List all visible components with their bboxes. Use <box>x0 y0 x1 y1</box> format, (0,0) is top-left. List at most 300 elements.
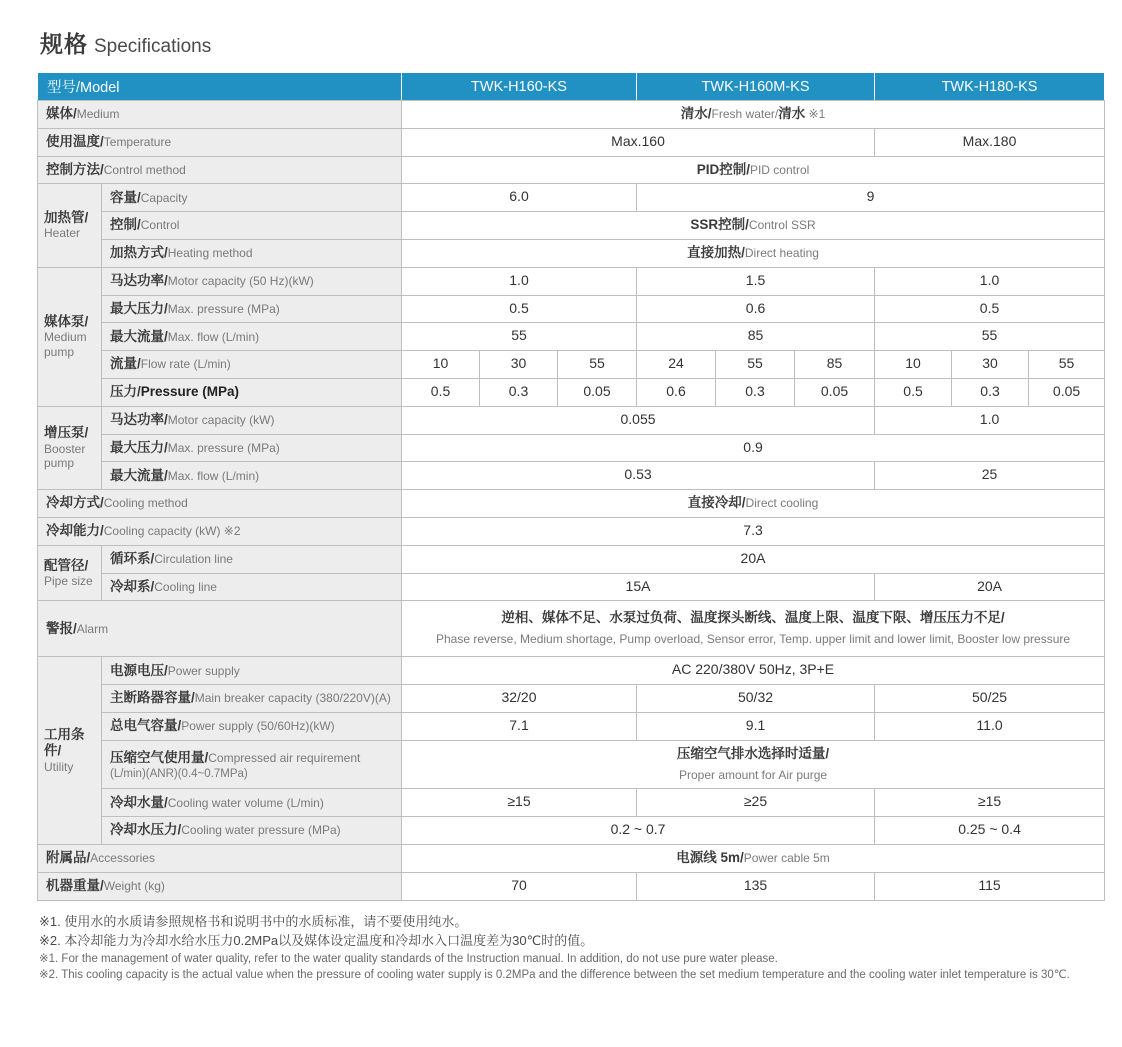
label-en: Motor capacity (kW) <box>167 412 275 427</box>
label-zh: 最大压力/ <box>110 439 168 455</box>
value-text: 50/25 <box>972 689 1008 706</box>
label-line <box>46 161 395 179</box>
value-line <box>408 187 630 208</box>
label-line <box>110 439 395 457</box>
value-cell <box>402 434 1105 462</box>
value-line <box>408 792 630 813</box>
row-label-cell <box>38 128 402 156</box>
row-label-cell <box>102 406 402 434</box>
spec-row <box>38 378 1105 406</box>
value-cell <box>637 872 875 900</box>
group-label-zh: 工用条件/ <box>44 727 85 759</box>
value-cell <box>637 295 875 323</box>
label-zh: 使用温度/ <box>46 134 104 149</box>
value-text: 0.3 <box>508 382 529 399</box>
value-line <box>801 354 868 375</box>
label-en: Cooling water volume (L/min) <box>167 795 324 810</box>
value-line <box>408 608 1098 629</box>
label-en: Cooling line <box>154 579 217 594</box>
value-text: 0.6 <box>666 382 686 399</box>
label-zh: 冷却水压力/ <box>110 822 182 838</box>
value-line <box>1035 382 1098 403</box>
footnote-en-2: ※2. This cooling capacity is the actual value when the pressure of cooling water supply is 0.2MPa and the difference between the set medium temperature and the cooling water inlet temperature is 30℃. <box>39 969 1070 982</box>
label-en: Control method <box>103 162 186 177</box>
label-zh: 冷却方式/ <box>46 495 104 511</box>
label-zh: 附属品/ <box>46 850 91 866</box>
value-text: 55 <box>511 327 527 344</box>
value-text: 0.9 <box>743 438 763 455</box>
label-line <box>110 355 395 373</box>
group-label-en: Booster <box>44 441 86 456</box>
value-cell <box>637 351 716 379</box>
label-en: Heating method <box>167 246 253 261</box>
spec-row <box>38 817 1105 845</box>
label-line <box>46 494 395 512</box>
spec-row <box>38 212 1105 240</box>
value-text: 25 <box>981 466 998 483</box>
value-line <box>722 354 788 375</box>
label-en: Temperature <box>103 135 172 149</box>
value-line <box>881 688 1098 709</box>
spec-row <box>38 267 1105 295</box>
row-label-cell <box>38 490 402 518</box>
value-text: 0.53 <box>624 466 652 483</box>
value-cell <box>558 378 637 406</box>
value-text: 55 <box>981 327 998 344</box>
value-text: 逆相、媒体不足、水泵过负荷、温度探头断线、温度上限、温度下限、增压压力不足/ <box>501 610 1005 626</box>
value-text: ≥15 <box>977 793 1002 810</box>
value-text: 9.1 <box>745 716 766 733</box>
value-cell <box>402 872 637 900</box>
row-label-cell <box>102 573 402 601</box>
value-line <box>408 660 1098 681</box>
value-line <box>722 382 788 403</box>
value-line <box>408 493 1098 514</box>
row-label-cell <box>102 740 402 789</box>
spec-row <box>38 184 1105 212</box>
value-text: ※1 <box>805 107 826 121</box>
value-line <box>881 326 1098 347</box>
value-line <box>408 549 1098 570</box>
label-en: Flow rate (L/min) <box>140 357 231 372</box>
value-line <box>408 876 630 897</box>
value-cell <box>875 128 1105 156</box>
value-text: 0.5 <box>979 299 1000 316</box>
value-text: 0.5 <box>903 382 923 399</box>
value-cell <box>402 212 1105 240</box>
value-line <box>408 848 1098 869</box>
spec-row <box>38 872 1105 900</box>
value-cell <box>402 601 1105 657</box>
row-label-cell <box>102 685 402 713</box>
group-label-en: Pipe size <box>44 573 93 588</box>
spec-row <box>38 73 1105 101</box>
label-zh: 机器重量/ <box>46 877 104 893</box>
value-cell <box>716 351 795 379</box>
group-label-cell <box>38 267 102 406</box>
value-line <box>643 187 1098 208</box>
value-line <box>408 716 630 737</box>
row-label-cell <box>102 267 402 295</box>
value-line <box>408 688 630 709</box>
spec-row <box>38 685 1105 713</box>
value-text: 30 <box>510 355 527 372</box>
row-label-cell <box>102 817 402 845</box>
page-title-zh: 规格 <box>40 31 88 57</box>
value-text: 135 <box>743 876 768 893</box>
spec-row <box>38 789 1105 817</box>
row-label-cell <box>38 517 402 545</box>
value-text: ≥15 <box>507 793 531 810</box>
value-line <box>643 716 868 737</box>
label-line <box>110 300 395 318</box>
value-line <box>486 354 551 375</box>
value-cell <box>875 789 1105 817</box>
value-line <box>486 382 551 403</box>
value-text: ≥25 <box>743 793 768 810</box>
value-cell <box>402 406 875 434</box>
value-text: 32/20 <box>501 689 537 706</box>
value-line <box>408 271 630 292</box>
label-en: Weight (kg) <box>103 878 165 893</box>
value-cell <box>716 378 795 406</box>
label-line <box>110 550 395 568</box>
value-cell <box>637 685 875 713</box>
label-line <box>46 877 395 895</box>
value-line <box>643 271 868 292</box>
value-text: Phase reverse, Medium shortage, Pump overload, Sensor error, Temp. upper limit and lower limit, Booster low pressure <box>435 631 1071 646</box>
label-en: Power supply <box>167 663 240 678</box>
value-text: 7.1 <box>509 716 529 733</box>
label-en: Max. pressure (MPa) <box>167 440 280 455</box>
value-cell <box>402 685 637 713</box>
value-text: PID控制/ <box>696 161 750 177</box>
value-line <box>408 243 1098 264</box>
row-label-cell <box>102 323 402 351</box>
value-text: 10 <box>905 355 921 372</box>
value-text: 55 <box>747 355 763 372</box>
label-en: Max. pressure (MPa) <box>167 301 280 316</box>
value-cell <box>402 378 480 406</box>
label-en: Accessories <box>90 851 155 866</box>
label-zh: 循环系/ <box>110 550 155 566</box>
label-zh: 马达功率/ <box>110 272 168 288</box>
model-name-header: TWK-H160-KS <box>402 73 637 101</box>
row-label-cell <box>102 212 402 240</box>
value-text: 电源线 5m/ <box>676 849 744 865</box>
value-line <box>564 354 630 375</box>
label-en: Alarm <box>76 621 109 636</box>
label-zh: 控制/ <box>110 217 141 233</box>
label-line <box>110 244 395 262</box>
value-line <box>958 354 1022 375</box>
value-text: 0.6 <box>745 299 766 316</box>
value-line <box>881 465 1098 486</box>
value-text: 10 <box>432 355 449 372</box>
value-cell <box>402 239 1105 267</box>
label-line <box>46 620 395 638</box>
row-label-cell <box>102 184 402 212</box>
value-text: 24 <box>668 355 684 372</box>
value-cell <box>1029 351 1105 379</box>
value-text: Direct cooling <box>745 496 819 511</box>
label-zh: 冷却水量/ <box>110 794 168 810</box>
group-label-cell <box>38 657 102 845</box>
value-line <box>408 629 1098 650</box>
label-en: Capacity <box>140 190 188 205</box>
value-cell <box>875 685 1105 713</box>
value-line <box>564 382 630 403</box>
value-text: 0.05 <box>820 382 849 399</box>
value-line <box>643 792 868 813</box>
group-label-en: Heater <box>44 226 81 241</box>
label-line <box>110 794 395 812</box>
label-zh: 压力/ <box>110 384 141 400</box>
label-line <box>110 467 395 485</box>
value-text: 直接冷却/ <box>687 495 746 511</box>
row-label-cell <box>102 462 402 490</box>
footnote-zh-2: ※2. 本冷却能力为冷却水给水压力0.2MPa以及媒体设定温度和冷却水入口温度差为30℃时的值。 <box>39 933 594 949</box>
value-cell <box>480 351 558 379</box>
value-cell <box>402 740 1105 789</box>
label-line <box>110 189 395 207</box>
value-cell <box>402 657 1105 685</box>
value-cell <box>875 295 1105 323</box>
value-line <box>643 876 868 897</box>
label-line <box>110 272 395 290</box>
label-zh: 媒体/ <box>46 106 77 122</box>
value-cell <box>637 712 875 740</box>
value-cell <box>1029 378 1105 406</box>
value-line <box>408 744 1098 765</box>
label-en: Motor capacity (50 Hz)(kW) <box>167 273 314 288</box>
value-line <box>801 382 868 403</box>
label-zh: 最大压力/ <box>110 300 168 316</box>
value-cell <box>875 378 952 406</box>
row-label-cell <box>38 601 402 657</box>
value-text: 0.3 <box>980 382 1000 399</box>
spec-table-body <box>38 73 1105 901</box>
row-label-cell <box>102 295 402 323</box>
value-text: 清水/ <box>680 106 712 121</box>
value-text: SSR控制/ <box>690 217 749 233</box>
value-line <box>1035 354 1098 375</box>
value-cell <box>875 351 952 379</box>
value-cell <box>637 184 1105 212</box>
value-text: Direct heating <box>744 245 819 260</box>
value-text: Proper amount for Air purge <box>678 767 828 782</box>
spec-row <box>38 406 1105 434</box>
value-text: 0.3 <box>745 382 765 399</box>
footnotes <box>39 912 1104 984</box>
value-cell <box>875 323 1105 351</box>
row-label-cell <box>102 712 402 740</box>
label-zh: 警报/ <box>46 620 77 636</box>
value-cell <box>795 378 875 406</box>
spec-row <box>38 712 1105 740</box>
spec-row <box>38 573 1105 601</box>
page-title-en: Specifications <box>94 36 212 57</box>
value-text: 85 <box>747 327 764 344</box>
spec-row <box>38 295 1105 323</box>
label-line <box>110 689 395 707</box>
label-line <box>110 216 395 234</box>
label-line <box>110 662 395 680</box>
value-text: 0.5 <box>430 382 451 399</box>
label-line <box>110 717 395 735</box>
value-cell <box>875 573 1105 601</box>
row-label-cell <box>102 378 402 406</box>
row-label-cell <box>102 434 402 462</box>
value-cell <box>875 267 1105 295</box>
row-label-cell <box>102 657 402 685</box>
spec-table <box>37 72 1105 901</box>
value-cell <box>637 267 875 295</box>
label-en: Power supply (50/60Hz)(kW) <box>181 719 335 734</box>
spec-row <box>38 844 1105 872</box>
label-en: Pressure (MPa) <box>140 384 240 400</box>
label-en: Max. flow (L/min) <box>167 329 260 344</box>
value-cell <box>637 323 875 351</box>
value-text: 70 <box>511 876 527 893</box>
value-line <box>408 299 630 320</box>
group-label-zh: 媒体泵/ <box>44 314 89 330</box>
value-line <box>881 716 1098 737</box>
label-zh: 压缩空气使用量/ <box>110 749 209 765</box>
value-cell <box>795 351 875 379</box>
group-label-en: pump <box>44 344 75 359</box>
model-name-header: TWK-H180-KS <box>875 73 1105 101</box>
value-text: AC 220/380V 50Hz, 3P+E <box>671 661 835 678</box>
value-text: 85 <box>826 355 843 372</box>
footnote-en-1: ※1. For the management of water quality, refer to the water quality standards of the Instruction manual. In addition, do not use pure water please. <box>39 952 778 965</box>
value-cell <box>402 267 637 295</box>
value-cell <box>402 156 1105 184</box>
value-line <box>408 160 1098 181</box>
value-line <box>643 382 709 403</box>
value-text: Fresh water/ <box>711 107 779 121</box>
spec-row <box>38 239 1105 267</box>
row-label-cell <box>102 351 402 379</box>
value-line <box>881 876 1098 897</box>
value-line <box>408 577 868 598</box>
value-cell <box>558 351 637 379</box>
spec-row <box>38 740 1105 789</box>
label-line <box>46 105 395 123</box>
value-text: 55 <box>589 355 605 372</box>
group-label-en: Utility <box>44 759 74 774</box>
label-line <box>110 411 395 429</box>
spec-row <box>38 156 1105 184</box>
value-line <box>408 104 1098 125</box>
label-zh: 最大流量/ <box>110 467 168 483</box>
value-text: Power cable 5m <box>743 850 830 865</box>
label-line <box>46 133 395 151</box>
value-cell <box>402 351 480 379</box>
spec-row <box>38 462 1105 490</box>
spec-row <box>38 490 1105 518</box>
value-cell <box>480 378 558 406</box>
value-line <box>881 354 945 375</box>
value-line <box>643 299 868 320</box>
value-text: 115 <box>978 876 1001 893</box>
group-label-cell <box>38 406 102 489</box>
spec-row <box>38 601 1105 657</box>
value-cell <box>402 573 875 601</box>
value-cell <box>402 545 1105 573</box>
model-row-header: 型号/Model <box>38 73 402 101</box>
group-label-zh: 配管径/ <box>44 557 89 573</box>
label-en: Max. flow (L/min) <box>167 468 260 483</box>
row-label-cell <box>102 239 402 267</box>
value-cell <box>637 789 875 817</box>
label-en: Compressed air requirement <box>208 750 361 765</box>
label-zh: 流量/ <box>110 356 141 372</box>
row-label-cell <box>38 156 402 184</box>
value-text: 0.055 <box>620 410 656 427</box>
value-cell <box>402 789 637 817</box>
label-zh: 冷却能力/ <box>46 523 104 539</box>
label-line <box>110 328 395 346</box>
label-zh: 冷却系/ <box>110 578 155 594</box>
page-title <box>40 26 1104 59</box>
value-line <box>958 382 1022 403</box>
label-zh: 电源电压/ <box>110 662 168 678</box>
value-line <box>881 410 1098 431</box>
label-en: Cooling capacity (kW) ※2 <box>103 524 241 539</box>
value-text: 15A <box>625 577 651 594</box>
label-line <box>110 749 395 767</box>
value-cell <box>402 462 875 490</box>
group-label-en: pump <box>44 456 75 471</box>
value-line <box>643 688 868 709</box>
value-cell <box>402 490 1105 518</box>
footnote-zh-1: ※1. 使用水的水质请参照规格书和说明书中的水质标准，请不要使用纯水。 <box>39 913 468 929</box>
value-text: 1.5 <box>745 271 766 288</box>
row-label-cell <box>102 545 402 573</box>
row-label-cell <box>38 101 402 129</box>
value-cell <box>637 378 716 406</box>
value-line <box>408 438 1098 459</box>
value-cell <box>402 184 637 212</box>
value-line <box>881 792 1098 813</box>
value-text: 0.2 ~ 0.7 <box>610 821 666 838</box>
value-line <box>408 521 1098 542</box>
spec-row <box>38 517 1105 545</box>
value-text: 9 <box>866 188 875 205</box>
value-line <box>408 215 1098 236</box>
value-text: Max.160 <box>611 132 665 149</box>
spec-row <box>38 101 1105 129</box>
value-line <box>408 765 1098 786</box>
label-line <box>110 578 395 596</box>
row-label-cell <box>102 789 402 817</box>
label-zh: 主断路器容量/ <box>110 690 195 706</box>
value-text: Max.180 <box>962 132 1017 149</box>
label-zh: 控制方法/ <box>46 161 104 177</box>
value-cell <box>402 844 1105 872</box>
value-line <box>881 382 945 403</box>
group-label-zh: 加热管/ <box>44 210 89 226</box>
value-cell <box>875 462 1105 490</box>
label-line <box>110 821 395 839</box>
value-line <box>408 465 868 486</box>
value-text: 1.0 <box>509 271 529 288</box>
value-text: 0.25 ~ 0.4 <box>958 821 1021 838</box>
label-zh: 最大流量/ <box>110 328 168 344</box>
value-line <box>643 326 868 347</box>
value-cell <box>402 101 1105 129</box>
